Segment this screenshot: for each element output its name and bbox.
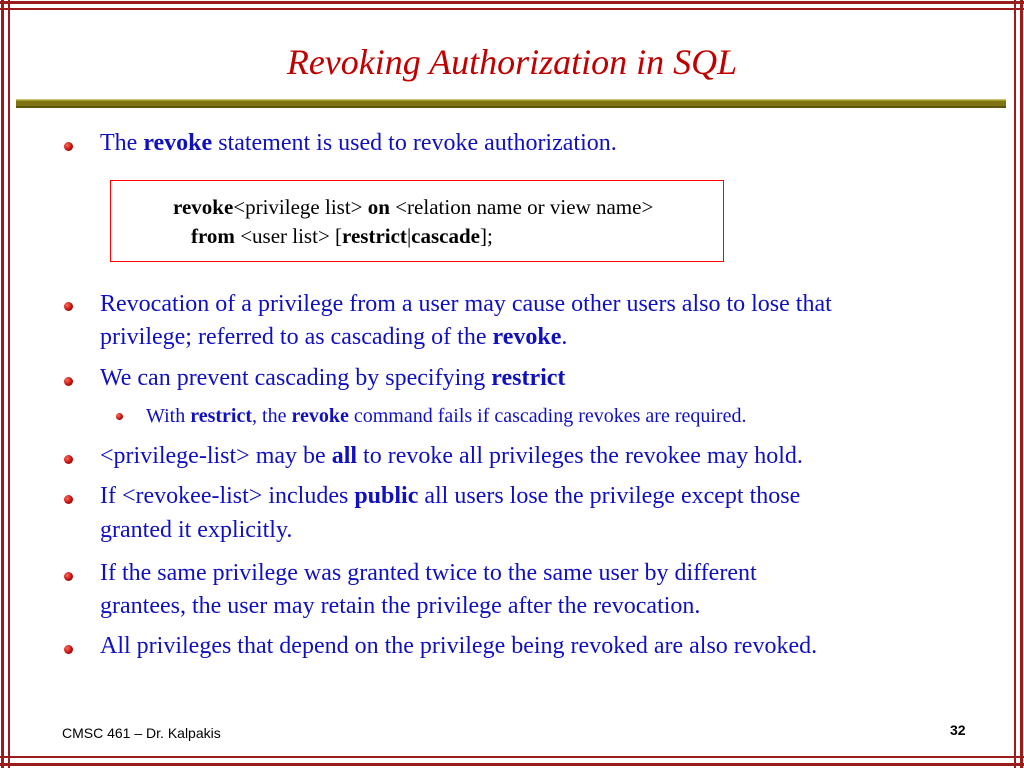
footer-course: CMSC 461 – Dr. Kalpakis — [62, 725, 221, 741]
bullet-icon — [64, 455, 73, 464]
bullet-6-line-2: grantees, the user may retain the privilege after the revocation. — [100, 593, 701, 619]
frame-bottom-inner — [0, 756, 1024, 758]
frame-left-outer — [1, 0, 4, 768]
page-number: 32 — [950, 722, 966, 738]
bullet-2-line-2: privilege; referred to as cascading of the revoke. — [100, 324, 568, 350]
revoke-syntax-box — [110, 180, 724, 262]
bullet-icon — [64, 142, 73, 151]
frame-top-outer — [0, 1, 1024, 4]
bullet-icon — [64, 495, 73, 504]
bullet-icon — [64, 377, 73, 386]
bullet-3-text: We can prevent cascading by specifying restrict — [100, 365, 566, 391]
frame-top-inner — [0, 8, 1024, 10]
bullet-icon — [64, 572, 73, 581]
frame-left-inner — [8, 0, 10, 768]
bullet-6-line-1: If the same privilege was granted twice to the same user by different — [100, 560, 757, 586]
sub-bullet-text: With restrict, the revoke command fails if cascading revokes are required. — [146, 405, 747, 427]
bullet-5-line-1: If <revokee-list> includes public all users lose the privilege except those — [100, 483, 801, 509]
syntax-line-1: revoke<privilege list> on <relation name or view name> — [173, 195, 654, 219]
syntax-line-2: from <user list> [restrict|cascade]; — [191, 224, 493, 248]
bullet-icon — [64, 302, 73, 311]
slide-title: Revoking Authorization in SQL — [286, 42, 738, 82]
bullet-7-text: All privileges that depend on the privilege being revoked are also revoked. — [100, 633, 818, 659]
frame-right-inner — [1014, 0, 1016, 768]
frame-right-outer — [1020, 0, 1023, 768]
bullet-icon — [64, 645, 73, 654]
bullet-4-text: <privilege-list> may be all to revoke all privileges the revokee may hold. — [100, 443, 803, 469]
bullet-1-text: The revoke statement is used to revoke authorization. — [100, 130, 617, 156]
bullet-5-line-2: granted it explicitly. — [100, 517, 293, 543]
title-underline-rule — [16, 99, 1006, 108]
bullet-2-line-1: Revocation of a privilege from a user may cause other users also to lose that — [100, 291, 832, 317]
frame-bottom-outer — [0, 763, 1024, 766]
sub-bullet-icon — [116, 413, 123, 420]
